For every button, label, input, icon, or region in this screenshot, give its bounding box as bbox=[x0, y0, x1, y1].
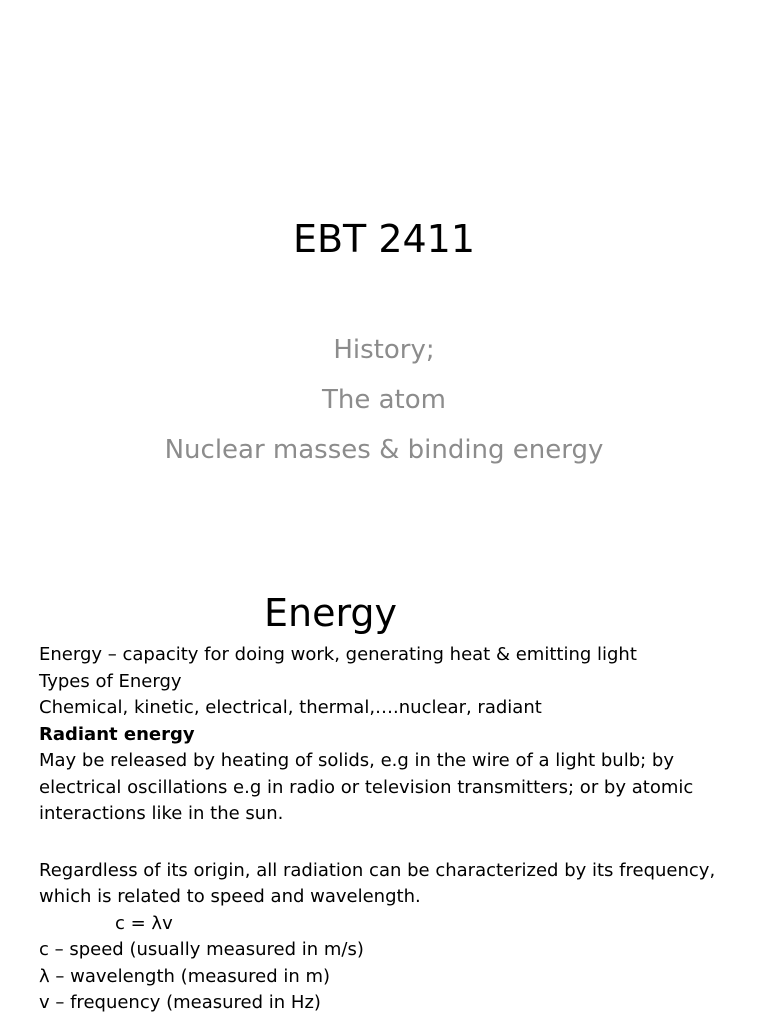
radiant-energy-heading: Radiant energy bbox=[39, 723, 195, 745]
origin-text-line-2: which is related to speed and wavelength. bbox=[39, 886, 421, 907]
paragraph-spacer bbox=[39, 828, 759, 858]
energy-heading: Energy bbox=[264, 591, 398, 635]
definition-frequency: v – frequency (measured in Hz) bbox=[39, 992, 321, 1013]
slide-subtitles bbox=[0, 330, 768, 480]
energy-definition: Energy – capacity for doing work, generating heat & emitting light bbox=[39, 644, 637, 665]
types-list: Chemical, kinetic, electrical, thermal,….nuclear, radiant bbox=[39, 697, 542, 718]
subtitle-atom: The atom bbox=[322, 385, 446, 415]
energy-slide bbox=[0, 580, 768, 1024]
subtitle-history: History; bbox=[333, 335, 435, 365]
radiant-text-line-1: May be released by heating of solids, e.g in the wire of a light bulb; by bbox=[39, 750, 675, 771]
definition-wavelength: λ – wavelength (measured in m) bbox=[39, 965, 331, 987]
radiant-text-line-3: interactions like in the sun. bbox=[39, 803, 284, 824]
slide-title: EBT 2411 bbox=[292, 217, 476, 261]
origin-text-line-1: Regardless of its origin, all radiation can be characterized by its frequency, bbox=[39, 859, 716, 881]
radiant-text-line-2: electrical oscillations e.g in radio or television transmitters; or by atomic bbox=[39, 776, 694, 798]
energy-body bbox=[39, 642, 759, 1017]
definition-speed: c – speed (usually measured in m/s) bbox=[39, 939, 364, 960]
types-heading: Types of Energy bbox=[39, 670, 182, 692]
subtitle-nuclear-masses: Nuclear masses & binding energy bbox=[164, 435, 604, 465]
wave-formula: c = λv bbox=[115, 912, 173, 934]
